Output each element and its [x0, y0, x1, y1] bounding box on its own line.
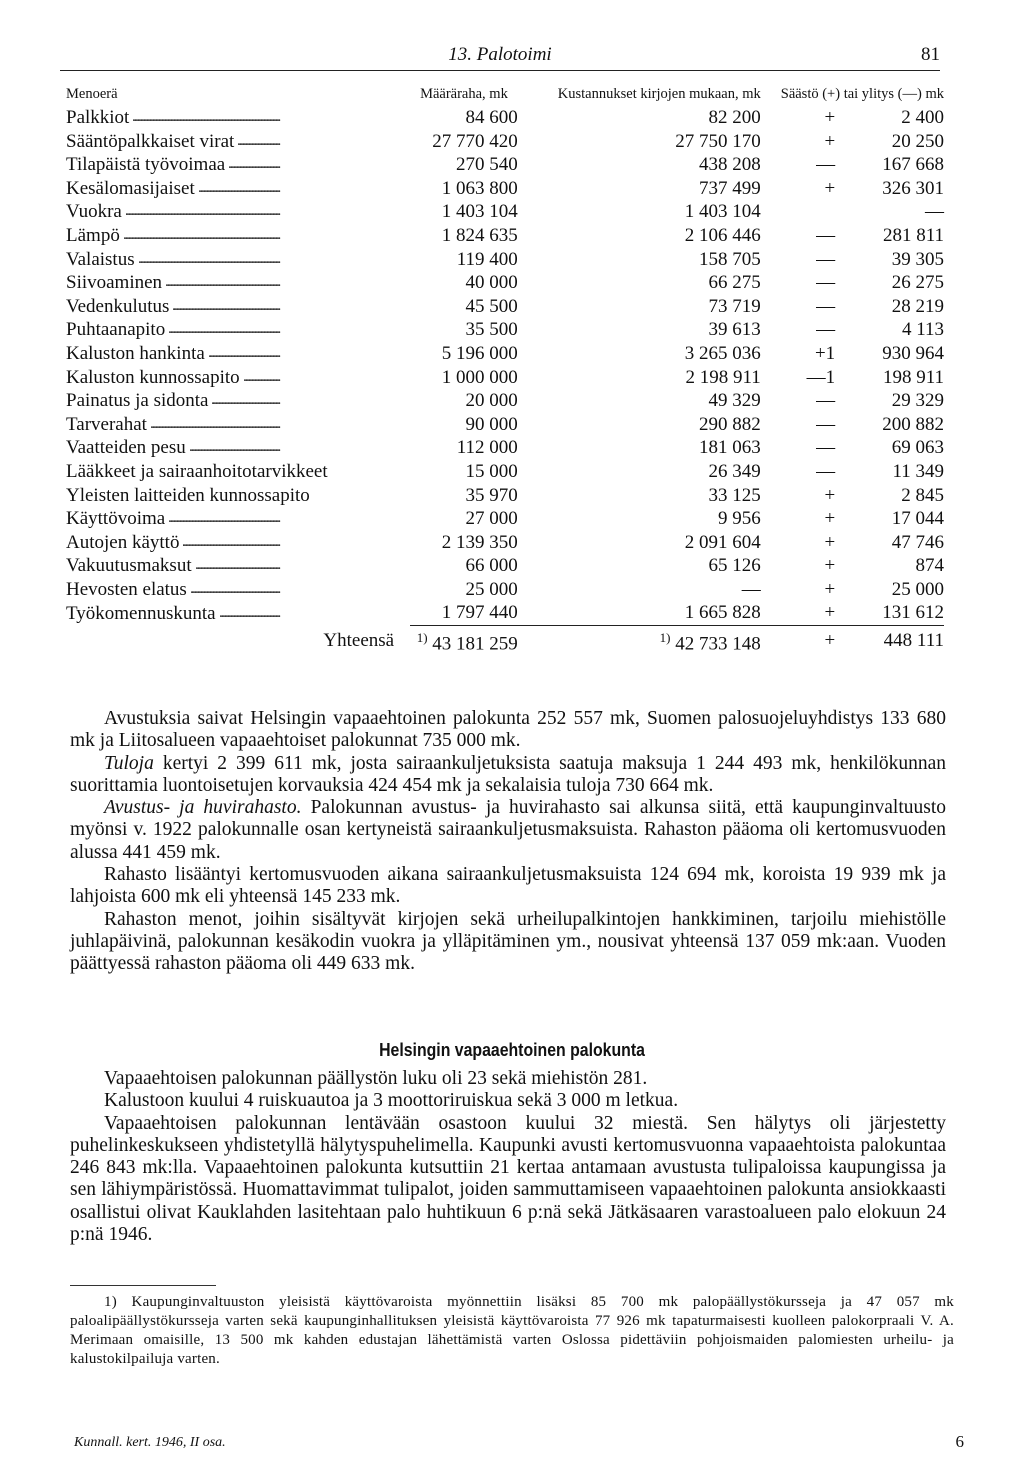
cell-sign: —: [816, 319, 836, 341]
cell-spent: 39 613: [708, 319, 761, 341]
cell-diff: 29 329: [891, 390, 944, 412]
cell-sign: +: [824, 130, 836, 152]
cell-sign: —: [816, 390, 836, 412]
column-header-spent: Kustannukset kirjojen mukaan, mk: [557, 86, 761, 102]
row-label: Vuokra . . .: [66, 200, 410, 224]
row-label: Yleisten laitteiden kunnossapito . . .: [66, 484, 410, 508]
table-row: [66, 200, 944, 224]
cell-budget: 25 000: [465, 578, 518, 600]
paragraph: Rahasto lisääntyi kertomusvuoden aikana sairaankuljetusmaksuista 124 694 mk, koroista 19 939 mk ja lahjoista 600 mk eli yhteensä 145 233 mk.: [70, 864, 946, 908]
cell-spent: 82 200: [708, 107, 761, 128]
row-label: Lämpö . . .: [66, 224, 410, 248]
cell-spent: 73 719: [708, 295, 761, 317]
cell-budget: 27 000: [465, 508, 518, 530]
paragraph: Vapaaehtoisen palokunnan päällystön luku oli 23 sekä miehistön 281.: [104, 1068, 648, 1089]
page-title: 13. Palotoimi: [448, 44, 552, 65]
table-row: [66, 554, 944, 578]
row-label: Vaatteiden pesu . . .: [66, 436, 410, 460]
cell-sign: +1: [814, 342, 836, 364]
cell-diff: 131 612: [882, 602, 944, 624]
cell-budget: 66 000: [465, 555, 518, 577]
table-row: [66, 224, 944, 248]
cell-budget: 35 500: [465, 319, 518, 341]
cell-sign: —: [816, 295, 836, 317]
table-row: [66, 389, 944, 413]
cell-spent: 26 349: [708, 460, 761, 482]
cell-diff: 47 746: [891, 531, 944, 553]
cell-diff: —: [925, 201, 944, 223]
paragraph: Kalustoon kuului 4 ruiskuautoa ja 3 moottoriruiskua sekä 3 000 m letkua.: [104, 1090, 679, 1112]
cell-spent: 158 705: [699, 248, 761, 270]
cell-budget: 119 400: [456, 248, 518, 270]
table-row: [66, 460, 944, 484]
cell-budget: 84 600: [465, 107, 518, 128]
cell-budget: 35 970: [465, 484, 518, 506]
cell-budget: 1 797 440: [441, 602, 518, 624]
cell-sign: +: [824, 107, 836, 128]
column-header-category: Menoerä: [66, 86, 118, 102]
cell-budget: 1 403 104: [441, 201, 518, 223]
cell-diff: 11 349: [892, 460, 944, 482]
row-label: Tilapäistä työvoimaa . . .: [66, 153, 410, 177]
cell-spent: 1 403 104: [684, 201, 761, 223]
table-row: [66, 342, 944, 366]
row-label: Siivoaminen . . .: [66, 271, 410, 295]
row-label: Kaluston hankinta . . .: [66, 342, 410, 366]
cell-budget: 1 000 000: [441, 366, 518, 388]
cell-diff: 4 113: [901, 319, 944, 341]
cell-spent: 3 265 036: [684, 342, 761, 364]
page-header: [60, 40, 940, 74]
cell-budget: 2 139 350: [441, 531, 518, 553]
expense-table: [66, 86, 944, 656]
cell-sign: +: [824, 531, 836, 553]
row-label: Hevosten elatus . . .: [66, 578, 410, 602]
table-row: [66, 366, 944, 390]
cell-budget: 27 770 420: [432, 130, 518, 152]
cell-spent: 2 091 604: [684, 531, 761, 553]
total-spent: $^{1)}$ 42 733 148: [518, 626, 761, 656]
body-text: [70, 708, 946, 976]
row-label: Kaluston kunnossapito . . .: [66, 366, 410, 390]
cell-sign: —: [816, 248, 836, 270]
total-budget: $^{1)}$ 43 181 259: [410, 626, 518, 656]
cell-diff: 20 250: [891, 130, 944, 152]
cell-sign: —: [816, 437, 836, 459]
cell-sign: —: [816, 154, 836, 176]
total-diff: 448 111: [845, 626, 944, 656]
cell-budget: 1 063 800: [441, 177, 518, 199]
cell-sign: —: [816, 224, 836, 246]
cell-spent: 33 125: [708, 484, 761, 506]
row-label: Tarverahat . . .: [66, 413, 410, 437]
cell-diff: 26 275: [891, 272, 944, 294]
cell-budget: 1 824 635: [441, 224, 518, 246]
cell-sign: +: [824, 578, 836, 600]
row-label: Sääntöpalkkaiset virat . . .: [66, 130, 410, 154]
table-row: [66, 177, 944, 201]
cell-spent: 2 106 446: [684, 224, 761, 246]
table-row: [66, 531, 944, 555]
cell-spent: 65 126: [708, 555, 761, 577]
cell-spent: 49 329: [708, 390, 761, 412]
cell-sign: [761, 200, 845, 224]
body-text-section: [70, 1068, 946, 1246]
paragraph: Avustus- ja huvirahasto. Palokunnan avustus- ja huvirahasto sai alkunsa siitä, että kaupunginvaltuusto myönsi v. 1922 palokunnalle osan kertyneistä sairaankuljetusmaksuista. Rahaston pääoma oli kertomusvuoden alussa 441 459 mk.: [70, 797, 946, 863]
column-header-budget: Määräraha, mk: [420, 86, 508, 102]
table-row: [66, 601, 944, 625]
table-row: [66, 295, 944, 319]
cell-diff: 281 811: [882, 224, 944, 246]
cell-diff: 167 668: [882, 154, 944, 176]
footnote: 1) Kaupunginvaltuuston yleisistä käyttövaroista myönnettiin lisäksi 85 700 mk palopäällystökursseja ja 47 057 mk paloalipäällystökursseja varten sekä kaupunginhallituksen yleisistä käyttövaroista 77 926 mk tapaturmaisesti kuolleen palokorpraali V. A. Merimaan omaisille, 13 500 mk kahden edustajan lähettämistä varten Oslossa pidettäviin pohjoismaiden palomiesten urheilu- ja kalustokilpailuja varten.: [70, 1294, 954, 1367]
cell-budget: 15 000: [465, 460, 518, 482]
section-heading: Helsingin vapaaehtoinen palokunta: [379, 1040, 645, 1060]
row-label: Työkomennuskunta . . .: [66, 601, 410, 625]
table-row: [66, 413, 944, 437]
cell-budget: 45 500: [465, 295, 518, 317]
cell-sign: —: [816, 460, 836, 482]
cell-diff: 326 301: [882, 177, 944, 199]
cell-spent: 9 956: [718, 508, 761, 530]
cell-sign: —: [816, 413, 836, 435]
cell-sign: +: [824, 555, 836, 577]
table-total-row: [66, 626, 944, 656]
table-row: [66, 436, 944, 460]
cell-budget: 40 000: [465, 272, 518, 294]
cell-diff: 198 911: [882, 366, 944, 388]
cell-diff: 2 400: [901, 107, 944, 128]
cell-diff: 2 845: [901, 484, 944, 506]
row-label: Puhtaanapito . . .: [66, 318, 410, 342]
row-label: Palkkiot . . .: [66, 106, 410, 130]
table-row: [66, 271, 944, 295]
cell-sign: —: [816, 272, 836, 294]
cell-diff: 17 044: [891, 508, 944, 530]
cell-budget: 90 000: [465, 413, 518, 435]
row-label: Käyttövoima . . .: [66, 507, 410, 531]
paragraph: Vapaaehtoisen palokunnan lentävään osastoon kuului 32 miestä. Sen hälytys oli järjestetty puhelinkeskukseen yhdistetyllä hälytyspuhelimella. Kaupunki avusti kertomusvuonna vapaaehtoista palokuntaa 246 843 mk:lla. Vapaaehtoinen palokunta kutsuttiin 21 kertaa antamaan avustusta tulipaloissa kaupungissa ja sen lähiympäristössä. Huomattavimmat tulipalot, joiden sammuttamiseen vapaaehtoinen palokunta ansiokkaasti osallistui olivat Kauklahden lasitehtaan palo huhtikuun 6 p:nä sekä Jätkäsaaren varastoalueen palo elokuun 24 p:nä 1946.: [70, 1112, 946, 1246]
cell-diff: 200 882: [882, 413, 944, 435]
cell-sign: —1: [806, 366, 836, 388]
header-rule: [60, 70, 940, 71]
cell-spent: 181 063: [699, 437, 761, 459]
total-sign: +: [761, 626, 845, 656]
cell-spent: 290 882: [699, 413, 761, 435]
column-header-diff: Säästö (+) tai ylitys (—) mk: [780, 86, 944, 102]
cell-spent: 737 499: [699, 177, 761, 199]
cell-budget: 112 000: [456, 437, 518, 459]
footer-source: Kunnall. kert. 1946, II osa.: [74, 1435, 226, 1450]
cell-diff: 39 305: [891, 248, 944, 270]
table-row: [66, 578, 944, 602]
total-label: Yhteensä: [323, 629, 395, 651]
row-label: Painatus ja sidonta . . .: [66, 389, 410, 413]
cell-diff: 28 219: [891, 295, 944, 317]
cell-spent: 27 750 170: [675, 130, 761, 152]
cell-diff: 69 063: [891, 437, 944, 459]
cell-spent: 438 208: [699, 154, 761, 176]
row-label: Autojen käyttö . . .: [66, 531, 410, 555]
table-row: [66, 130, 944, 154]
paragraph: Avustuksia saivat Helsingin vapaaehtoinen palokunta 252 557 mk, Suomen palosuojeluyhdistys 133 680 mk ja Liitosalueen vapaaehtoiset palokunnat 735 000 mk.: [70, 708, 946, 752]
cell-budget: 5 196 000: [441, 342, 518, 364]
cell-spent: —: [741, 578, 761, 600]
cell-sign: +: [824, 508, 836, 530]
cell-spent: 1 665 828: [684, 602, 761, 624]
cell-budget: 270 540: [456, 154, 518, 176]
cell-spent: 66 275: [708, 272, 761, 294]
row-label: Vakuutusmaksut . . .: [66, 554, 410, 578]
paragraph: Rahaston menot, joihin sisältyvät kirjojen sekä urheilupalkintojen hankkiminen, tarjoilu miehistölle juhlapäivinä, palokunnan kesäkodin vuokra ja ylläpitäminen ym., nousivat yhteensä 137 059 mk:aan. Vuoden päättyessä rahaston pääoma oli 449 633 mk.: [70, 908, 946, 975]
row-label: Valaistus . . .: [66, 248, 410, 272]
cell-budget: 20 000: [465, 390, 518, 412]
cell-sign: +: [824, 177, 836, 199]
row-label: Lääkkeet ja sairaanhoitotarvikkeet . . .: [66, 460, 410, 484]
row-label: Kesälomasijaiset . . .: [66, 177, 410, 201]
footnote-rule: [70, 1285, 216, 1286]
cell-diff: 930 964: [882, 342, 944, 364]
cell-diff: 25 000: [891, 578, 944, 600]
table-row: [66, 106, 944, 130]
paragraph: Tuloja kertyi 2 399 611 mk, josta sairaankuljetuksista saatuja maksuja 1 244 493 mk, henkilökunnan suorittamia luontoisetujen korvauksia 424 454 mk ja sekalaisia tuloja 730 664 mk.: [70, 752, 946, 796]
table-row: [66, 484, 944, 508]
table-row: [66, 507, 944, 531]
footer-signature: 6: [955, 1432, 964, 1451]
table-row: [66, 318, 944, 342]
row-label: Vedenkulutus . . .: [66, 295, 410, 319]
table-row: [66, 153, 944, 177]
cell-sign: +: [824, 484, 836, 506]
table-row: [66, 248, 944, 272]
cell-spent: 2 198 911: [685, 366, 761, 388]
page-number: 81: [921, 44, 940, 65]
cell-sign: +: [824, 602, 836, 624]
cell-diff: 874: [915, 555, 944, 577]
